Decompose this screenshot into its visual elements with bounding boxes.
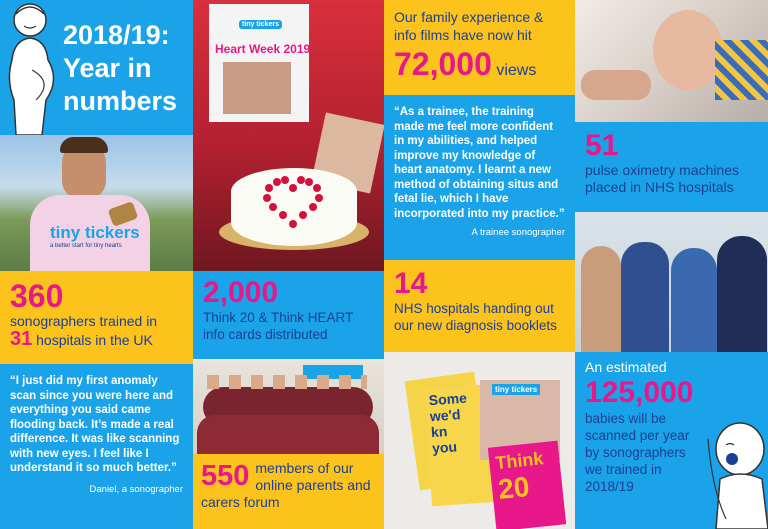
title-line-2: Year in (63, 53, 152, 83)
poster-photo (223, 62, 291, 114)
photo-fundraiser (0, 135, 193, 271)
tile-sonographers (0, 271, 193, 364)
booklets-number: 14 (394, 267, 428, 300)
staff-1 (581, 246, 621, 352)
think20-card (488, 441, 566, 529)
tile-forum (193, 454, 384, 529)
poster (209, 4, 309, 122)
group-row-front (197, 415, 379, 454)
babies-intro: An estimated (585, 359, 667, 375)
pregnant-figure-illustration (2, 0, 62, 135)
photo-staff-group (193, 359, 384, 454)
card-think: Think (494, 448, 545, 474)
booklet-line-4: you (431, 438, 458, 457)
tile-views (384, 0, 575, 95)
views-unit: views (496, 62, 537, 79)
baby-illustration (706, 409, 768, 529)
quote-daniel-attribution: Daniel, a sonographer (89, 483, 183, 495)
hand (581, 70, 651, 100)
sonographers-text-1: sonographers trained in (10, 313, 158, 329)
forum-text: members of our online parents and carers forum (201, 460, 371, 510)
booklet-baby-brand: tiny tickers (492, 384, 540, 395)
tile-booklets (384, 260, 575, 352)
photo-baby (575, 0, 768, 122)
tile-quote-daniel (0, 364, 193, 529)
photo-booklets (384, 352, 575, 529)
raspberry-heart (259, 172, 329, 232)
cards-number: 2,000 (203, 276, 279, 309)
staff-3 (671, 248, 717, 352)
forum-number: 550 (201, 460, 250, 492)
poster-title: Heart Week 2019 (215, 42, 311, 56)
babies-text: babies will be scanned per year by sonographers we trained in 2018/19 (585, 411, 690, 494)
title-line-3: numbers (63, 86, 178, 116)
booklets-text: NHS hospitals handing out our new diagnosis booklets (394, 301, 557, 333)
staff-4 (717, 236, 767, 352)
baby-head (653, 10, 723, 90)
tile-cards (193, 271, 384, 359)
poster-brand: tiny tickers (239, 20, 282, 29)
quote-trainee-attribution: A trainee sonographer (471, 227, 565, 238)
tile-babies (575, 352, 768, 529)
views-line (394, 46, 565, 82)
shirt-logo (50, 223, 160, 249)
baby-blanket (715, 40, 768, 100)
photo-heart-week-cake (193, 0, 384, 271)
card-20: 20 (496, 470, 531, 505)
booklet-line-2: we'd (429, 406, 461, 425)
title-line-1: 2018/19: (63, 20, 170, 50)
shirt-brand: tiny tickers (50, 223, 140, 242)
tile-quote-trainee (384, 95, 575, 260)
cards-text: Think 20 & Think HEART info cards distributed (203, 310, 354, 342)
quote-daniel-text: “I just did my first anomaly scan since you were here and everything you said came flooding back. It’s made a real difference. It was like scanning with new eyes. I feel like I understand it so much better.” (10, 375, 180, 474)
views-intro: Our family experience & info films have now hit (394, 9, 544, 43)
babies-number: 125,000 (585, 376, 694, 409)
fundraiser-hair (60, 137, 108, 153)
sonographers-number: 360 (10, 278, 64, 314)
shirt-tagline: a better start for tiny hearts (50, 243, 122, 249)
oximetry-number: 51 (585, 129, 619, 162)
booklet-line-1: Some (428, 389, 468, 409)
title-tile (0, 0, 193, 135)
sonographers-line-2 (10, 330, 183, 349)
booklet-line-3: kn (430, 423, 448, 441)
hospitals-number: 31 (10, 328, 33, 350)
tile-oximetry (575, 122, 768, 212)
quote-trainee-text: “As a trainee, the training made me feel more confident in my abilities, and helped improve my knowledge of heart anatomy. I learnt a new method of obtaining situs and fetal lie, which I have incorporated into my practice.” (394, 106, 565, 220)
staff-2 (621, 242, 669, 352)
faces (207, 375, 367, 389)
sonographers-text-2: hospitals in the UK (36, 332, 153, 348)
oximetry-text: pulse oximetry machines placed in NHS hospitals (585, 162, 740, 195)
views-number: 72,000 (394, 46, 492, 82)
photo-nurses (575, 212, 768, 352)
